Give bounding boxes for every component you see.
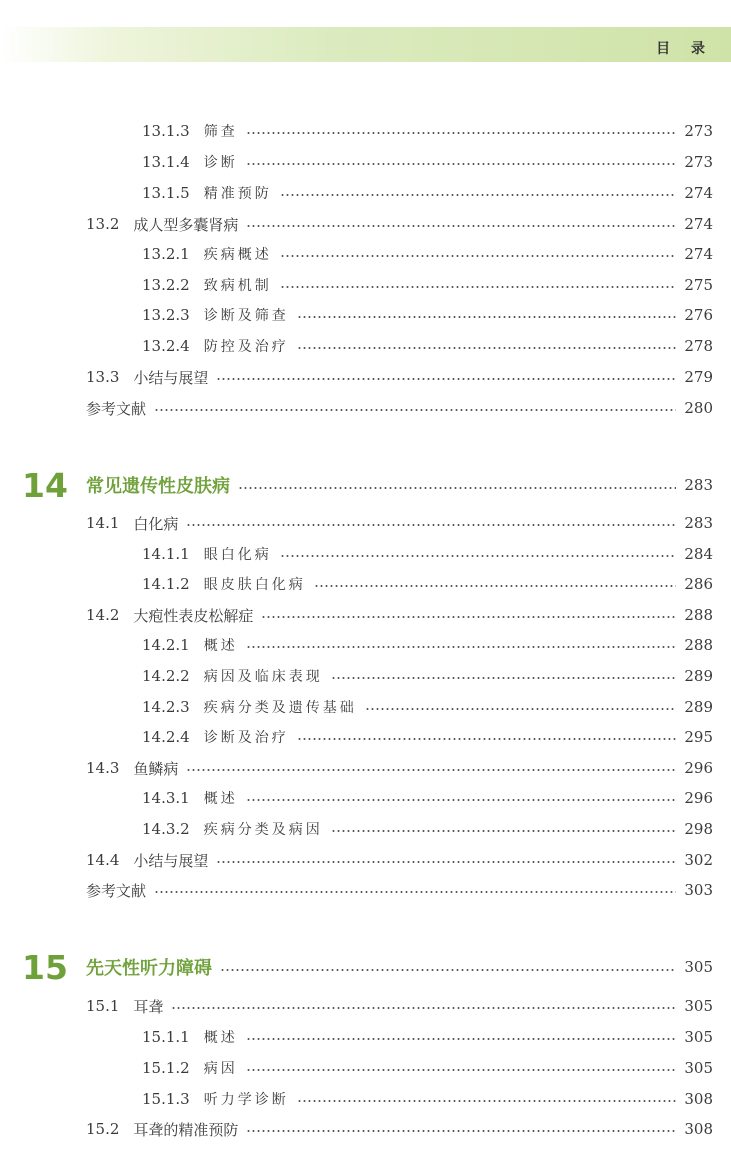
header-title: 目 录 bbox=[656, 41, 713, 57]
section-number: 15.1 bbox=[86, 997, 120, 1015]
dot-leader bbox=[280, 255, 677, 257]
section-title: 耳聋的精准预防 bbox=[133, 1120, 239, 1139]
dot-leader bbox=[186, 769, 676, 771]
page-number: 279 bbox=[684, 368, 713, 386]
section-number: 14.2.2 bbox=[142, 667, 190, 685]
dot-leader bbox=[297, 347, 677, 349]
dot-leader bbox=[246, 799, 677, 801]
toc-entry-14.2[interactable] bbox=[86, 604, 713, 626]
section-number: 14.4 bbox=[86, 851, 120, 869]
dot-leader bbox=[246, 132, 677, 134]
toc-entry-15.2[interactable] bbox=[86, 1118, 713, 1140]
section-title: 大疱性表皮松解症 bbox=[133, 606, 254, 625]
toc-entry-13.2.3[interactable] bbox=[142, 304, 713, 326]
toc-entry-14.1[interactable] bbox=[86, 512, 713, 534]
toc-entry-13.2.4[interactable] bbox=[142, 335, 713, 357]
section-title: 概述 bbox=[203, 1030, 238, 1046]
dot-leader bbox=[246, 163, 677, 165]
section-title: 参考文献 bbox=[86, 399, 147, 418]
section-title: 概述 bbox=[203, 791, 238, 807]
page-number: 275 bbox=[684, 276, 713, 294]
toc-entry-14.1.1[interactable] bbox=[142, 543, 713, 565]
page-number: 289 bbox=[684, 698, 713, 716]
section-title: 参考文献 bbox=[86, 881, 147, 900]
section-title: 听力学诊断 bbox=[203, 1092, 289, 1108]
page-number: 283 bbox=[684, 514, 713, 532]
dot-leader bbox=[246, 1130, 676, 1132]
section-number: 14.1.1 bbox=[142, 545, 190, 563]
chapter-title: 先天性听力障碍 bbox=[86, 958, 212, 979]
dot-leader bbox=[220, 969, 676, 971]
dot-leader bbox=[365, 708, 677, 710]
page-number: 276 bbox=[684, 306, 713, 324]
section-number: 13.2.3 bbox=[142, 306, 190, 324]
section-title: 小结与展望 bbox=[133, 851, 209, 870]
section-title: 疾病分类及遗传基础 bbox=[203, 700, 357, 716]
dot-leader bbox=[154, 891, 676, 893]
page-number: 305 bbox=[684, 997, 713, 1015]
section-title: 防控及治疗 bbox=[203, 339, 289, 355]
toc-entry-14.2.2[interactable] bbox=[142, 665, 713, 687]
dot-leader bbox=[246, 225, 676, 227]
dot-leader bbox=[297, 316, 677, 318]
section-number: 14.1.2 bbox=[142, 575, 190, 593]
page-number: 283 bbox=[684, 476, 713, 494]
section-number: 13.2 bbox=[86, 215, 120, 233]
dot-leader bbox=[314, 585, 677, 587]
section-number: 14.2 bbox=[86, 606, 120, 624]
dot-leader bbox=[238, 487, 676, 489]
page-number: 308 bbox=[684, 1120, 713, 1138]
section-number: 14.2.1 bbox=[142, 636, 190, 654]
toc-entry-15.1.3[interactable] bbox=[142, 1088, 713, 1110]
toc-references[interactable] bbox=[86, 879, 713, 901]
toc-entry-13.1.4[interactable] bbox=[142, 151, 713, 173]
section-number: 15.2 bbox=[86, 1120, 120, 1138]
section-title: 诊断及治疗 bbox=[203, 730, 289, 746]
dot-leader bbox=[297, 738, 677, 740]
section-title: 鱼鳞病 bbox=[133, 759, 179, 778]
page-number: 289 bbox=[684, 667, 713, 685]
dot-leader bbox=[280, 194, 677, 196]
page-number: 305 bbox=[684, 1059, 713, 1077]
dot-leader bbox=[331, 830, 677, 832]
dot-leader bbox=[171, 1007, 676, 1009]
chapter-title: 常见遗传性皮肤病 bbox=[86, 476, 230, 497]
dot-leader bbox=[216, 861, 676, 863]
toc-entry-14.2.3[interactable] bbox=[142, 696, 713, 718]
toc-entry-13.2[interactable] bbox=[86, 213, 713, 235]
toc-entry-13.2.2[interactable] bbox=[142, 274, 713, 296]
section-number: 14.2.4 bbox=[142, 728, 190, 746]
toc-entry-13.1.5[interactable] bbox=[142, 182, 713, 204]
section-number: 13.2.1 bbox=[142, 245, 190, 263]
section-title: 眼皮肤白化病 bbox=[203, 577, 306, 593]
page-number: 286 bbox=[684, 575, 713, 593]
section-title: 致病机制 bbox=[203, 278, 272, 294]
section-title: 疾病概述 bbox=[203, 247, 272, 263]
section-number: 14.3 bbox=[86, 759, 120, 777]
page-number: 274 bbox=[684, 184, 713, 202]
page-number: 280 bbox=[684, 399, 713, 417]
section-title: 小结与展望 bbox=[133, 368, 209, 387]
chapter-number: 15 bbox=[22, 947, 68, 987]
section-title: 成人型多囊肾病 bbox=[133, 215, 239, 234]
dot-leader bbox=[246, 646, 677, 648]
page-number: 278 bbox=[684, 337, 713, 355]
toc-entry-14.4[interactable] bbox=[86, 849, 713, 871]
page-number: 274 bbox=[684, 245, 713, 263]
dot-leader bbox=[186, 524, 676, 526]
toc-entry-15.1[interactable] bbox=[86, 995, 713, 1017]
page-number: 295 bbox=[684, 728, 713, 746]
page-number: 296 bbox=[684, 789, 713, 807]
section-title: 诊断及筛查 bbox=[203, 308, 289, 324]
page-number: 303 bbox=[684, 881, 713, 899]
section-title: 病因 bbox=[203, 1061, 238, 1077]
section-title: 眼白化病 bbox=[203, 547, 272, 563]
chapter-number: 14 bbox=[22, 465, 68, 505]
toc-entry-13.2.1[interactable] bbox=[142, 243, 713, 265]
toc-entry-14.2.4[interactable] bbox=[142, 726, 713, 748]
section-title: 筛查 bbox=[203, 124, 238, 140]
section-number: 14.2.3 bbox=[142, 698, 190, 716]
toc-entry-15.1.1[interactable] bbox=[142, 1026, 713, 1048]
dot-leader bbox=[331, 677, 677, 679]
section-title: 病因及临床表现 bbox=[203, 669, 323, 685]
section-title: 概述 bbox=[203, 638, 238, 654]
page-number: 288 bbox=[684, 636, 713, 654]
page-number: 305 bbox=[684, 958, 713, 976]
dot-leader bbox=[154, 409, 676, 411]
page-number: 296 bbox=[684, 759, 713, 777]
section-number: 13.1.5 bbox=[142, 184, 190, 202]
section-number: 13.3 bbox=[86, 368, 120, 386]
section-number: 13.1.4 bbox=[142, 153, 190, 171]
section-title: 白化病 bbox=[133, 514, 179, 533]
section-title: 精准预防 bbox=[203, 186, 272, 202]
section-number: 14.1 bbox=[86, 514, 120, 532]
dot-leader bbox=[246, 1038, 677, 1040]
dot-leader bbox=[246, 1069, 677, 1071]
toc-references[interactable] bbox=[86, 397, 713, 419]
section-number: 14.3.1 bbox=[142, 789, 190, 807]
dot-leader bbox=[280, 555, 677, 557]
dot-leader bbox=[216, 378, 676, 380]
page-number: 273 bbox=[684, 153, 713, 171]
page-number: 305 bbox=[684, 1028, 713, 1046]
toc-entry-14.3.1[interactable] bbox=[142, 787, 713, 809]
page-number: 274 bbox=[684, 215, 713, 233]
toc-entry-14.3[interactable] bbox=[86, 757, 713, 779]
toc-chapter-14[interactable] bbox=[22, 465, 713, 505]
page-number: 308 bbox=[684, 1090, 713, 1108]
page-number: 273 bbox=[684, 122, 713, 140]
toc-entry-14.1.2[interactable] bbox=[142, 573, 713, 595]
toc-chapter-15[interactable] bbox=[22, 947, 713, 987]
page-number: 284 bbox=[684, 545, 713, 563]
toc-entry-14.2.1[interactable] bbox=[142, 634, 713, 656]
section-title: 耳聋 bbox=[133, 997, 164, 1016]
toc-entry-15.1.2[interactable] bbox=[142, 1057, 713, 1079]
dot-leader bbox=[297, 1100, 677, 1102]
section-number: 13.2.2 bbox=[142, 276, 190, 294]
toc-entry-13.1.3[interactable] bbox=[142, 120, 713, 142]
section-title: 诊断 bbox=[203, 155, 238, 171]
page-number: 302 bbox=[684, 851, 713, 869]
section-number: 13.1.3 bbox=[142, 122, 190, 140]
dot-leader bbox=[280, 286, 677, 288]
section-number: 15.1.2 bbox=[142, 1059, 190, 1077]
section-number: 13.2.4 bbox=[142, 337, 190, 355]
section-number: 15.1.1 bbox=[142, 1028, 190, 1046]
section-title: 疾病分类及病因 bbox=[203, 822, 323, 838]
toc-entry-14.3.2[interactable] bbox=[142, 818, 713, 840]
toc-entry-13.3[interactable] bbox=[86, 366, 713, 388]
page-number: 288 bbox=[684, 606, 713, 624]
section-number: 14.3.2 bbox=[142, 820, 190, 838]
dot-leader bbox=[261, 616, 676, 618]
page-number: 298 bbox=[684, 820, 713, 838]
section-number: 15.1.3 bbox=[142, 1090, 190, 1108]
